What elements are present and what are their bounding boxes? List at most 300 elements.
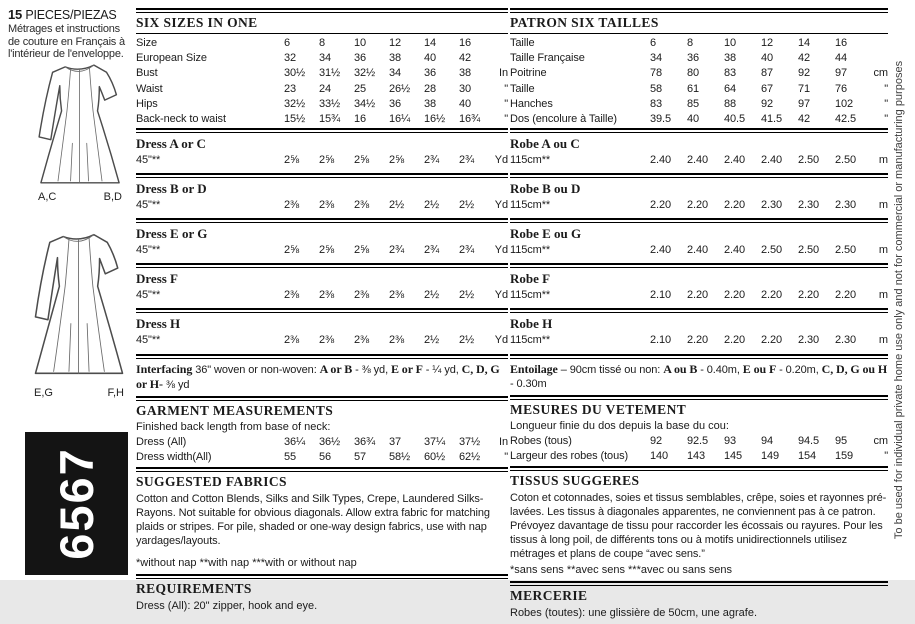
value-cell: 2.50: [761, 244, 783, 257]
unit-cell: Yd: [494, 154, 508, 167]
value-cell: 42: [459, 52, 472, 65]
row-label: 115cm**: [510, 289, 551, 302]
value-cell: 2¾: [459, 244, 475, 257]
value-cell: 61: [687, 82, 700, 95]
measurement-row: [510, 51, 888, 66]
value-cell: 2.30: [761, 199, 783, 212]
value-cell: 2.20: [798, 289, 820, 302]
six-sizes-title: SIX SIZES IN ONE: [136, 15, 258, 30]
value-cell: 2½: [459, 334, 475, 347]
value-cell: 2⅜: [319, 334, 335, 347]
text-segment: - ⅜ yd,: [352, 364, 391, 377]
text-segment: - ¼ yd,: [422, 364, 462, 377]
measurement-row: [136, 241, 508, 262]
value-cell: 26½: [389, 82, 411, 95]
pattern-number-patch: [25, 432, 128, 575]
english-column: [136, 7, 508, 617]
value-cell: 143: [687, 449, 706, 462]
unit-cell: m: [878, 154, 888, 167]
value-cell: 36: [389, 97, 402, 110]
row-label: 45"**: [136, 154, 161, 167]
value-cell: 2¾: [459, 154, 475, 167]
value-cell: 97: [835, 67, 848, 80]
dress-section-title: Robe A ou C: [510, 136, 580, 152]
value-cell: 2⅝: [319, 244, 335, 257]
row-label: Taille: [510, 37, 535, 49]
value-cell: 32½: [284, 97, 306, 110]
value-cell: 2.20: [687, 334, 709, 347]
value-cell: 2.30: [835, 199, 857, 212]
value-cell: 94.5: [798, 434, 820, 447]
value-cell: 2.20: [724, 199, 746, 212]
value-cell: 36¼: [284, 435, 306, 448]
measurement-row: [136, 286, 508, 307]
value-cell: 8: [687, 37, 694, 49]
drawing1-labels: [28, 191, 132, 203]
value-cell: 58: [650, 82, 663, 95]
value-cell: 2¾: [389, 244, 405, 257]
value-cell: 37½: [459, 435, 481, 448]
measurement-row: [136, 196, 508, 217]
unit-cell: Yd: [494, 199, 508, 212]
measurement-row: [136, 435, 508, 450]
entoilage-note: [510, 360, 888, 394]
value-cell: 32: [284, 52, 297, 65]
value-cell: 58½: [389, 450, 411, 463]
value-cell: 15½: [284, 113, 306, 126]
measurement-row: [510, 196, 888, 217]
unit-cell: ": [884, 97, 888, 110]
value-cell: 2.40: [724, 154, 746, 167]
value-cell: 2⅜: [319, 289, 335, 302]
value-cell: 64: [724, 82, 737, 95]
text-segment: A or B: [319, 362, 353, 377]
row-label: 115cm**: [510, 244, 551, 257]
value-cell: 78: [650, 67, 663, 80]
unit-cell: ": [884, 82, 888, 95]
value-cell: 16¼: [389, 113, 411, 126]
mesures-table: [510, 434, 888, 464]
value-cell: 41.5: [761, 113, 783, 126]
value-cell: 37: [389, 435, 402, 448]
value-cell: 2.50: [798, 154, 820, 167]
dress-section-title: Robe F: [510, 271, 551, 287]
value-cell: 102: [835, 97, 854, 110]
rule: [136, 574, 508, 579]
value-cell: 40: [459, 97, 472, 110]
value-cell: 2.20: [687, 289, 709, 302]
value-cell: 2⅜: [319, 199, 335, 212]
dress-section-title: Robe E ou G: [510, 226, 582, 242]
value-cell: 2.30: [798, 334, 820, 347]
value-cell: 76: [835, 82, 848, 95]
value-cell: 38: [389, 52, 402, 65]
value-cell: 2.20: [650, 199, 672, 212]
row-label: 115cm**: [510, 334, 551, 347]
text-segment: A ou B: [663, 362, 698, 377]
unit-cell: m: [878, 199, 888, 212]
view-label: E,G: [34, 387, 53, 399]
text-segment: E or F: [390, 362, 423, 377]
unit-cell: ": [884, 113, 888, 126]
row-label: Taille: [510, 82, 535, 95]
value-cell: 85: [687, 97, 700, 110]
value-cell: 94: [761, 434, 774, 447]
value-cell: 2.20: [835, 289, 857, 302]
dress-section-title: Robe H: [510, 316, 553, 332]
rule: [510, 581, 888, 586]
value-cell: 42: [798, 52, 811, 65]
mesures-intro: Longueur finie du dos depuis la base du cou:: [510, 420, 729, 433]
value-cell: 32½: [354, 67, 376, 80]
value-cell: 12: [389, 37, 402, 49]
value-cell: 31½: [319, 67, 341, 80]
row-label: 45"**: [136, 289, 161, 302]
unit-cell: [872, 51, 888, 66]
value-cell: 2.40: [650, 154, 672, 167]
measurement-row: [510, 97, 888, 112]
measurement-row: [136, 450, 508, 465]
dress-yardage-sections: [136, 128, 508, 352]
row-label: Dos (encolure à Taille): [510, 113, 617, 126]
requirements-title: REQUIREMENTS: [136, 581, 252, 597]
value-cell: 83: [650, 97, 663, 110]
value-cell: 2.20: [687, 199, 709, 212]
value-cell: 6: [650, 37, 657, 49]
value-cell: 2⅝: [319, 154, 335, 167]
fabrics-body: Cotton and Cotton Blends, Silks and Silk Types, Crepe, Laundered Silks-Rayons. Not suitable for obvious diagonals. Allow extra fabric for matching plaids or stripes. For pile, shaded or one-way design fabrics, use with nap yardages/layouts.: [136, 493, 490, 548]
value-cell: 2½: [424, 199, 440, 212]
row-label: Taille Française: [510, 52, 585, 65]
tissus-title: TISSUS SUGGERES: [510, 473, 640, 489]
value-cell: 154: [798, 449, 817, 462]
rule: [136, 173, 508, 178]
garment-intro: Finished back length from base of neck:: [136, 421, 331, 434]
text-segment: 36" woven or non-woven:: [192, 364, 320, 377]
text-segment: Interfacing: [136, 362, 193, 377]
row-label: Hanches: [510, 97, 553, 110]
pieces-heading: [8, 7, 132, 22]
value-cell: 34½: [354, 97, 376, 110]
value-cell: 159: [835, 449, 854, 462]
value-cell: 2.20: [724, 334, 746, 347]
value-cell: 2⅝: [354, 244, 370, 257]
value-cell: 2½: [459, 199, 475, 212]
measurement-row: [510, 82, 888, 97]
rule: [510, 395, 888, 400]
pieces-label: PIECES/PIEZAS: [25, 8, 117, 22]
unit-cell: m: [878, 289, 888, 302]
value-cell: 2⅝: [389, 154, 405, 167]
measurement-row: [136, 51, 508, 66]
measurement-row: [136, 97, 508, 112]
value-cell: 2⅜: [284, 334, 300, 347]
text-segment: Entoilage: [510, 362, 558, 377]
measurement-row: [510, 449, 888, 464]
value-cell: 140: [650, 449, 669, 462]
text-segment: C, D, G or H-: [136, 362, 500, 392]
unit-cell: [494, 51, 508, 66]
value-cell: 92: [761, 97, 774, 110]
value-cell: 16: [459, 37, 472, 49]
value-cell: 12: [761, 37, 774, 49]
value-cell: 2½: [424, 289, 440, 302]
value-cell: 2½: [459, 289, 475, 302]
view-label: F,H: [107, 387, 124, 399]
value-cell: 2.20: [761, 334, 783, 347]
value-cell: 39.5: [650, 113, 672, 126]
row-label: 115cm**: [510, 199, 551, 212]
rule: [136, 308, 508, 313]
value-cell: 6: [284, 37, 291, 49]
dress-back-sketch-icon: [28, 57, 132, 190]
row-label: 45"**: [136, 199, 161, 212]
value-cell: 93: [724, 434, 737, 447]
row-label: 45"**: [136, 244, 161, 257]
value-cell: 2⅜: [354, 289, 370, 302]
row-label: Size: [136, 37, 157, 49]
value-cell: 40: [761, 52, 774, 65]
value-cell: 16: [835, 37, 848, 49]
value-cell: 44: [835, 52, 848, 65]
value-cell: 56: [319, 450, 332, 463]
value-cell: 33½: [319, 97, 341, 110]
measurement-row: [510, 151, 888, 172]
dress-section-title: Robe B ou D: [510, 181, 581, 197]
size-table: [136, 36, 508, 127]
unit-cell: Yd: [494, 244, 508, 257]
measurement-row: [136, 331, 508, 352]
dress-back-drawing-2: [24, 221, 134, 399]
value-cell: 10: [354, 37, 367, 49]
value-cell: 2⅜: [354, 334, 370, 347]
measurement-row: [510, 112, 888, 127]
value-cell: 2⅝: [354, 154, 370, 167]
value-cell: 2.10: [650, 334, 672, 347]
value-cell: 80: [687, 67, 700, 80]
value-cell: 62½: [459, 450, 481, 463]
value-cell: 38: [424, 97, 437, 110]
value-cell: 2⅜: [284, 289, 300, 302]
value-cell: 36½: [319, 435, 341, 448]
value-cell: 92: [798, 67, 811, 80]
value-cell: 42.5: [835, 113, 857, 126]
value-cell: 28: [424, 82, 437, 95]
unit-cell: In: [499, 67, 508, 80]
value-cell: 10: [724, 37, 737, 49]
text-segment: - 0.40m,: [697, 364, 743, 377]
dress-back-sketch-icon: [24, 221, 134, 386]
suggested-fabrics-title: SUGGESTED FABRICS: [136, 474, 287, 490]
rule: [136, 396, 508, 401]
row-label: European Size: [136, 52, 207, 65]
value-cell: 36: [424, 67, 437, 80]
row-label: Dress width(All): [136, 450, 212, 463]
measurement-row: [136, 66, 508, 81]
pieces-count: 15: [8, 7, 23, 22]
measurement-row: [510, 331, 888, 352]
rule: [510, 33, 888, 34]
unit-cell: m: [878, 334, 888, 347]
value-cell: 34: [319, 52, 332, 65]
row-label: Hips: [136, 97, 158, 110]
text-segment: E ou F: [742, 362, 777, 377]
value-cell: 2⅜: [389, 289, 405, 302]
value-cell: 36: [687, 52, 700, 65]
measurement-row: [510, 36, 888, 51]
value-cell: 16: [354, 113, 367, 126]
value-cell: 38: [459, 67, 472, 80]
rule: [510, 263, 888, 268]
value-cell: 15¾: [319, 113, 341, 126]
value-cell: 40.5: [724, 113, 746, 126]
row-label: Dress (All): [136, 435, 187, 448]
value-cell: 40: [687, 113, 700, 126]
unit-cell: [872, 36, 888, 51]
row-label: 115cm**: [510, 154, 551, 167]
value-cell: 2⅝: [284, 154, 300, 167]
unit-cell: cm: [873, 434, 888, 447]
measurement-row: [136, 82, 508, 97]
value-cell: 16¾: [459, 113, 481, 126]
value-cell: 60½: [424, 450, 446, 463]
dress-section-title: Dress A or C: [136, 136, 206, 152]
value-cell: 149: [761, 449, 780, 462]
row-label: 45"**: [136, 334, 161, 347]
dress-back-drawing-1: [28, 57, 132, 203]
rule: [510, 354, 888, 359]
value-cell: 36¾: [354, 435, 376, 448]
interfacing-note: [136, 360, 508, 395]
patron-title: PATRON SIX TAILLES: [510, 15, 659, 30]
nap-note: *without nap **with nap ***with or without nap: [136, 557, 357, 570]
value-cell: 95: [835, 434, 848, 447]
value-cell: 2¾: [424, 154, 440, 167]
rule: [136, 128, 508, 133]
value-cell: 2.40: [650, 244, 672, 257]
value-cell: 40: [424, 52, 437, 65]
value-cell: 71: [798, 82, 811, 95]
garment-measurements-title: GARMENT MEASUREMENTS: [136, 403, 334, 419]
french-column: [510, 7, 888, 624]
sidebar: [8, 7, 132, 61]
home-use-edge-note: To be used for individual private home use only and not for commercial or manufacturing purposes: [893, 60, 905, 540]
value-cell: 2.40: [687, 244, 709, 257]
rule: [136, 467, 508, 472]
unit-cell: [494, 36, 508, 51]
value-cell: 25: [354, 82, 367, 95]
value-cell: 2.50: [798, 244, 820, 257]
value-cell: 2.40: [761, 154, 783, 167]
unit-cell: ": [504, 113, 508, 126]
value-cell: 16½: [424, 113, 446, 126]
unit-cell: ": [504, 450, 508, 463]
value-cell: 2½: [424, 334, 440, 347]
dress-section-title: Dress E or G: [136, 226, 208, 242]
value-cell: 2½: [389, 199, 405, 212]
rule: [510, 173, 888, 178]
dress-section-title: Dress F: [136, 271, 179, 287]
row-label: Back-neck to waist: [136, 113, 226, 126]
measurement-row: [510, 286, 888, 307]
measurement-row: [510, 434, 888, 449]
value-cell: 145: [724, 449, 743, 462]
value-cell: 92: [650, 434, 663, 447]
taille-table: [510, 36, 888, 127]
value-cell: 2⅜: [284, 199, 300, 212]
measurement-row: [136, 151, 508, 172]
unit-cell: m: [878, 244, 888, 257]
value-cell: 2.40: [687, 154, 709, 167]
value-cell: 2¾: [424, 244, 440, 257]
measurement-row: [136, 36, 508, 51]
row-label: Bust: [136, 67, 158, 80]
value-cell: 2⅜: [389, 334, 405, 347]
unit-cell: ": [884, 449, 888, 462]
value-cell: 36: [354, 52, 367, 65]
rule: [510, 466, 888, 471]
value-cell: 2.30: [835, 334, 857, 347]
value-cell: 83: [724, 67, 737, 80]
row-label: Robes (tous): [510, 434, 572, 447]
value-cell: 2⅝: [284, 244, 300, 257]
drawing2-labels: [24, 387, 134, 399]
unit-cell: ": [504, 82, 508, 95]
value-cell: 92.5: [687, 434, 709, 447]
value-cell: 2.20: [761, 289, 783, 302]
text-segment: – 90cm tissé ou non:: [557, 364, 664, 377]
value-cell: 2.10: [650, 289, 672, 302]
value-cell: 67: [761, 82, 774, 95]
robe-metrage-sections: [510, 128, 888, 352]
unit-cell: In: [499, 435, 508, 448]
unit-cell: Yd: [494, 289, 508, 302]
value-cell: 55: [284, 450, 297, 463]
value-cell: 24: [319, 82, 332, 95]
value-cell: 2.50: [835, 244, 857, 257]
value-cell: 30½: [284, 67, 306, 80]
rule: [510, 8, 888, 13]
rule: [510, 308, 888, 313]
rule: [136, 354, 508, 359]
unit-cell: ": [504, 97, 508, 110]
tissus-body: Coton et cotonnades, soies et tissus semblables, crêpe, soies et rayonnes pré-lavées. Les tissus à diagonales apparentes, ne conviennent pas à ce patron. Prévoyez davantage de tissu pour raccorder les écossais ou rayures. Pour les tissus à long poil, de différents tons ou à motifs unidirectionnels utilisez métrages et plans de coupe “avec sens.”: [510, 492, 887, 561]
value-cell: 23: [284, 82, 297, 95]
value-cell: 2.30: [798, 199, 820, 212]
pattern-number: 6567: [50, 447, 103, 560]
measurement-row: [510, 66, 888, 81]
view-label: A,C: [38, 191, 57, 203]
text-segment: - 0.30m: [510, 378, 547, 391]
value-cell: 87: [761, 67, 774, 80]
sens-note: *sans sens **avec sens ***avec ou sans sens: [510, 564, 732, 577]
measurement-row: [510, 241, 888, 262]
value-cell: 37¼: [424, 435, 446, 448]
row-label: Largeur des robes (tous): [510, 449, 629, 462]
dress-section-title: Dress H: [136, 316, 181, 332]
rule: [136, 8, 508, 13]
rule: [510, 218, 888, 223]
text-segment: - 0.20m,: [776, 364, 822, 377]
rule: [136, 33, 508, 34]
unit-cell: cm: [873, 67, 888, 80]
french-note: Métrages et instructions de couture en Français à l'intérieur de l'enveloppe.: [8, 23, 125, 60]
text-segment: C, D, G ou H: [821, 362, 888, 377]
rule: [510, 128, 888, 133]
value-cell: 2.40: [724, 244, 746, 257]
value-cell: 42: [798, 113, 811, 126]
value-cell: 2.20: [724, 289, 746, 302]
